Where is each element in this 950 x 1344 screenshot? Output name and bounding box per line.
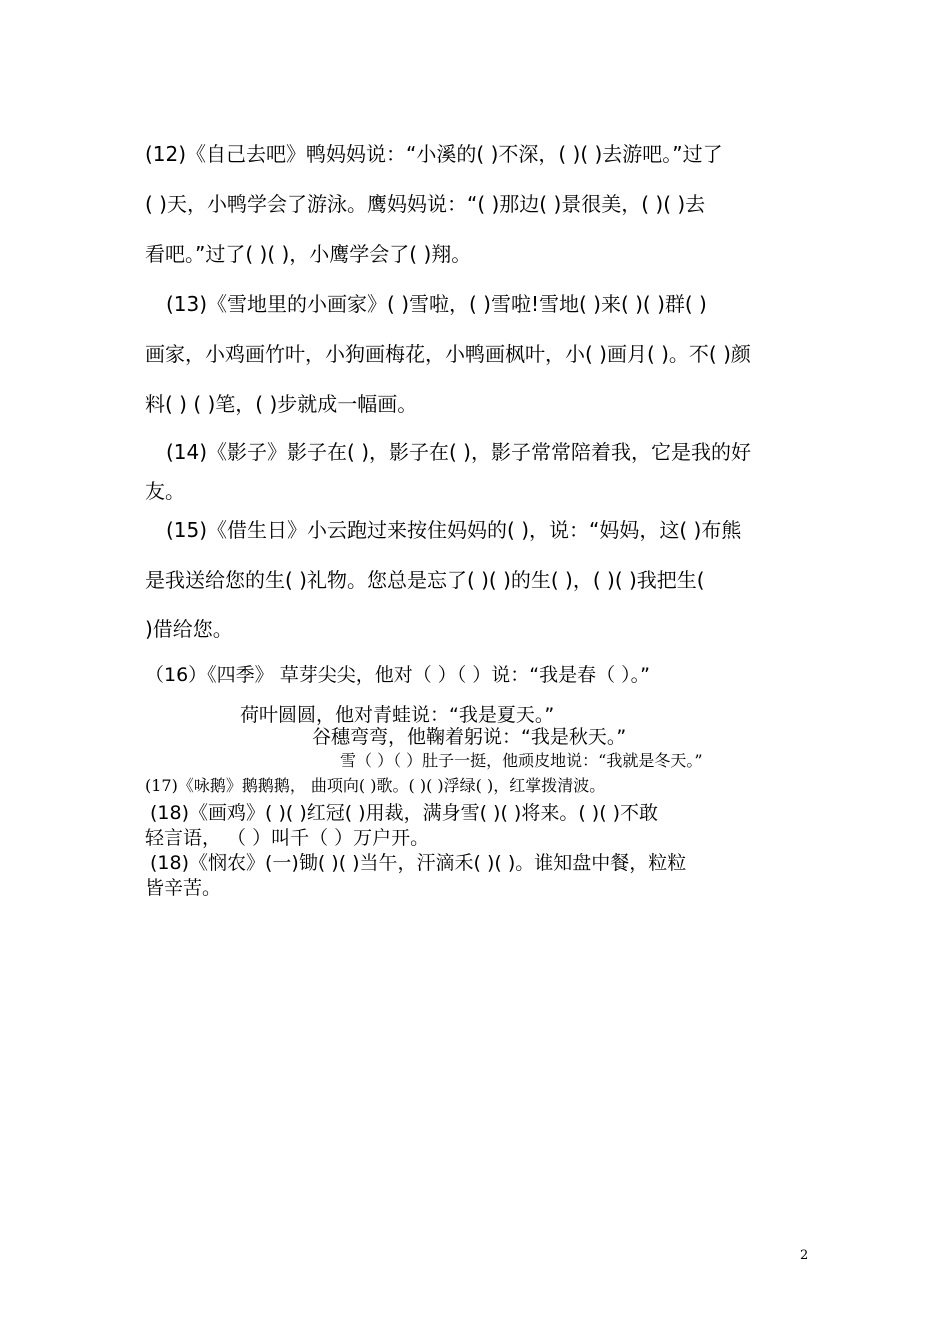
- text-line-18c: (18)《悯农》(一)锄( )( )当午，汗滴禾( )( )。谁知盘中餐，粒粒: [150, 852, 687, 874]
- text-line-13b: 画家，小鸡画竹叶，小狗画梅花，小鸭画枫叶，小( )画月( )。不( )颜: [145, 342, 751, 366]
- text-line-14b: 友。: [145, 479, 185, 503]
- text-line-18d: 皆辛苦。: [145, 877, 222, 899]
- text-line-16b: 荷叶圆圆，他对青蛙说：“我是夏天。”: [240, 704, 555, 726]
- text-line-18a: (18)《画鸡》( )( )红冠( )用裁，满身雪( )( )将来。( )( )不敢: [150, 802, 659, 824]
- text-line-12a: (12)《自己去吧》鸭妈妈说：“小溪的( )不深，( )( )去游吧。”过了: [145, 142, 723, 166]
- text-line-13c: 料( ) ( )笔，( )步就成一幅画。: [145, 392, 418, 416]
- text-line-17: (17)《咏鹅》鹅鹅鹅， 曲项向( )歌。( )( )浮绿( )，红掌拨清波。: [145, 776, 606, 795]
- text-line-12c: 看吧。”过了( )( )，小鹰学会了( )翔。: [145, 242, 472, 266]
- text-line-16d: 雪（ ）（ ）肚子一挺，他顽皮地说：“我就是冬天。”: [340, 751, 703, 770]
- text-line-15c: )借给您。: [145, 617, 233, 641]
- text-line-18b: 轻言语， （ ）叫千（ ）万户开。: [145, 827, 430, 849]
- text-line-15a: (15)《借生日》小云跑过来按住妈妈的( )，说：“妈妈，这( )布熊: [166, 518, 742, 542]
- text-line-12b: ( )天，小鸭学会了游泳。鹰妈妈说：“( )那边( )景很美，( )( )去: [145, 192, 706, 216]
- text-line-14a: (14)《影子》影子在( )，影子在( )，影子常常陪着我，它是我的好: [166, 440, 751, 464]
- text-line-16a: （16）《四季》 草芽尖尖，他对（ ）（ ）说：“我是春（ ）。”: [145, 664, 651, 686]
- text-line-16c: 谷穗弯弯，他鞠着躬说：“我是秋天。”: [312, 726, 627, 748]
- text-line-13a: (13)《雪地里的小画家》( )雪啦，( )雪啦!雪地( )来( )( )群( ): [166, 292, 707, 316]
- page-number: 2: [800, 1248, 809, 1263]
- text-line-15b: 是我送给您的生( )礼物。您总是忘了( )( )的生( )，( )( )我把生(: [145, 568, 705, 592]
